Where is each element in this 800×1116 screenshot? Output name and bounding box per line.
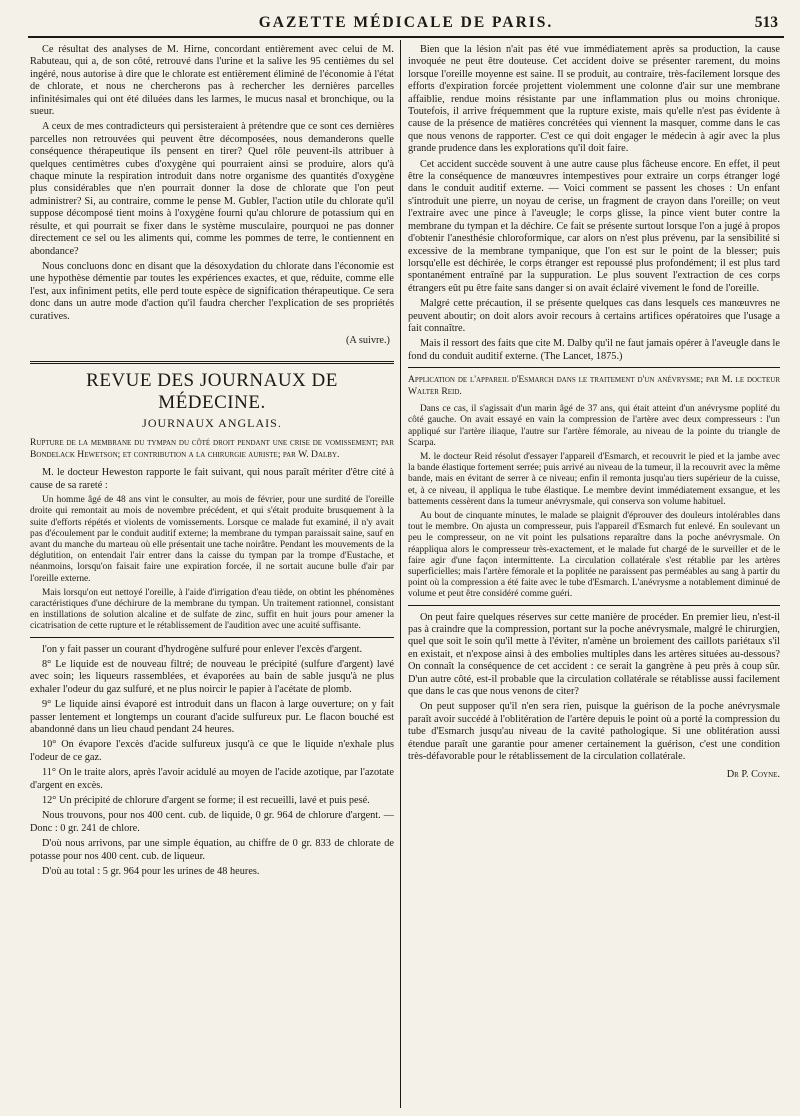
paragraph: Nous trouvons, pour nos 400 cent. cub. de liquide, 0 gr. 964 de chlorure d'argent. — Donc : 0 gr. 241 de chlore.: [30, 810, 394, 834]
page-number: 513: [754, 14, 778, 31]
paragraph: M. le docteur Reid résolut d'essayer l'appareil d'Esmarch, et recouvrit le pied et la jambe avec la bande élastique fortement serrée; puis arrivé au niveau de la tumeur, il la recouvrit avec la même bande, mais en évitant de serrer à ce niveau; enfin il remonta jusqu'au tiers supérieur de la cuisse, et, à ce niveau, il appliqua le tube élastique. Le membre devint immédiatement exsangue, et les battements cessèrent dans la tumeur anévrysmale, qui conserva son volume habituel.: [408, 451, 780, 507]
divider: [408, 367, 780, 368]
paragraph: On peut faire quelques réserves sur cette manière de procéder. En premier lieu, n'est-il pas à craindre que la compression, portant sur la poche anévrysmale, malgré le chirurgien, quel que soit le soin qu'il mette à l'éviter, n'amène un broiement des caillots pariétaux s'il en existait, et n'expose ainsi à des embolies multiples dans les artères situées au-dessous? On connaît la conséquence de cet accident : ce serait la gangrène à peu près à coup sûr. D'un autre côté, est-il probable que la circulation collatérale se rétablisse aussi facilement que dans le cas que nous venons de citer?: [408, 611, 780, 698]
paragraph: Mais lorsqu'on eut nettoyé l'oreille, à l'aide d'irrigation d'eau tiède, on obtint les phénomènes caractéristiques d'une déchirure de la membrane du tympan. Un traitement rationnel, consistant en instillations de solution alcaline et de sulfate de zinc, suffit en huit jours pour amener la cicatrisation de cette rupture et le rétablissement de l'audition avec une acuité suffisante.: [30, 587, 394, 632]
paragraph: Dans ce cas, il s'agissait d'un marin âgé de 37 ans, qui était atteint d'un anévrysme poplité du côté gauche. On avait essayé en vain la compression de l'artère avec deux compresseurs : l'un appliqué sur l'artère iliaque, l'autre sur l'artère fémorale, au niveau de la pointe du triangle de Scarpa.: [408, 404, 780, 448]
paragraph: 11° On le traite alors, après l'avoir acidulé au moyen de l'acide azotique, par l'azotate d'argent en excès.: [30, 767, 394, 791]
section-subtitle: JOURNAUX ANGLAIS.: [142, 416, 282, 431]
paragraph: Un homme âgé de 48 ans vint le consulter, au mois de février, pour une surdité de l'oreille droite qui remontait au mois de novembre précédent, et qui s'était produite brusquement à la suite d'efforts répétés et violents de vomissements. Lorsque ce malade fut examiné, il n'y avait pas d'écoulement par le conduit auditif externe; la membrane du tympan paraissait saine, sauf en avant du manche du marteau où elle présentait une tache noirâtre. Pendant les mouvements de la déglutition, on entendait l'air entrer dans la caisse du tympan par la trompe d'Eustache, et néanmoins, lorsqu'on faisait faire une expiration forcée, il ne sortait aucune bulle d'air par l'oreille externe.: [30, 495, 394, 584]
paragraph: M. le docteur Heweston rapporte le fait suivant, qui nous paraît mériter d'être cité à cause de sa rareté :: [30, 467, 394, 491]
right-column: [408, 44, 780, 1108]
page-header: [28, 14, 784, 38]
paragraph: Nous concluons donc en disant que la désoxydation du chlorate dans l'économie est une hypothèse démentie par toutes les expériences exactes, et que, réduite, comme elle l'est, aux infiniment petits, elle perd toute espèce de signification thérapeutique. Ce sera donc dans un autre mode d'action qu'il faudra chercher l'explication de ses propriétés curatives.: [30, 260, 394, 322]
author-signature: Dr P. Coyne.: [726, 769, 780, 781]
paragraph: D'où au total : 5 gr. 964 pour les urines de 48 heures.: [42, 866, 260, 878]
paragraph: Au bout de cinquante minutes, le malade se plaignit d'éprouver des douleurs intolérables dans tout le membre. On ajusta un compresseur, puis l'appareil d'Esmarch fut enlevé. En soulevant un peu le compresseur, on ne vit point les pulsations reparaître dans la poche anévrysmale. On réappliqua alors le compresseur très-exactement, et le malade fut chargé de le surveiller et de le faire agir d'une façon intermittente. La circulation collatérale s'est rétablie par les artères superficielles; mais l'artère fémorale et la poplitée ne paraissent pas perméables au sang à partir du point où la compression a été faite avec le tube d'Esmarch. L'anévrysme a notablement diminué de volume et peut être considéré comme guéri.: [408, 510, 780, 600]
paragraph: Mais il ressort des faits que cite M. Dalby qu'il ne faut jamais opérer à l'aveugle dans le fond du conduit auditif externe. (The Lancet, 1875.): [408, 338, 780, 362]
article-title: Application de l'appareil d'Esmarch dans le traitement d'un anévrysme; par M. le docteur Walter Reid.: [408, 374, 780, 398]
paragraph: 8° Le liquide est de nouveau filtré; de nouveau le précipité (sulfure d'argent) lavé avec soin; les liqueurs rassemblées, et évaporées au bain de sable jusqu'à ne plus exhaler l'odeur du gaz sulfuré, et ne plus noircir le papier à l'acétate de plomb.: [30, 659, 394, 695]
paragraph: 10° On évapore l'excès d'acide sulfureux jusqu'à ce que le liquide n'exhale plus l'odeur de ce gaz.: [30, 739, 394, 763]
paragraph: l'on y fait passer un courant d'hydrogène sulfuré pour enlever l'excès d'argent.: [42, 643, 363, 655]
section-divider: [30, 361, 394, 364]
paragraph: 9° Le liquide ainsi évaporé est introduit dans un flacon à large ouverture; on y fait passer lentement et longtemps un courant d'acide sulfureux pur. Le flacon bouché est abandonné dans un lieu chaud pendant 24 heures.: [30, 699, 394, 736]
left-column: [30, 44, 394, 1108]
paragraph: A ceux de mes contradicteurs qui persisteraient à prétendre que ce sont ces dernières parcelles non retrouvées qui peuvent être décomposées, nous demanderons quelle conséquence thérapeutique ils pensent en tirer? Quel rôle peuvent-ils attribuer à quelques centimètres cubes d'oxygène qui pourraient ainsi se produire, alors qu'à chaque minute la respiration introduit dans notre organisme des quantités d'oxygène plus considérables que n'en pourrait donner la dose de chlorate que l'on peut administrer? Si, au contraire, comme le pense M. Gubler, l'action utile du chlorate qu'il suppose décomposé tient moins à l'oxygène fourni qu'au chlorure de potassium qui en résulte, et qui pourrait se fixer dans le système musculaire, pourquoi ne pas donner directement ce sel ou les aliments qui, comme les pommes de terre, le contiennent en abondance?: [30, 121, 394, 257]
paragraph: Malgré cette précaution, il se présente quelques cas dans lesquels ces manœuvres ne peuvent aboutir; on doit alors avoir recours à certains artifices opératoires que l'usage a fait connaître.: [408, 298, 780, 334]
to-be-continued: (A suivre.): [345, 334, 390, 346]
section-title: REVUE DES JOURNAUX DE MÉDECINE.: [86, 370, 338, 414]
paragraph: D'où nous arrivons, par une simple équation, au chiffre de 0 gr. 833 de chlorate de potasse pour nos 400 cent. cub. de liqueur.: [30, 838, 394, 862]
header-rule: [28, 36, 784, 38]
journal-title: GAZETTE MÉDICALE DE PARIS.: [258, 14, 554, 31]
article-title: Rupture de la membrane du tympan du côté droit pendant une crise de vomissement; par Bondelack Hewetson; et contribution a la chirurgie auriste; par W. Dalby.: [30, 437, 394, 461]
paragraph: 12° Un précipité de chlorure d'argent se forme; il est recueilli, lavé et puis pesé.: [42, 795, 370, 807]
paragraph: On peut supposer qu'il n'en sera rien, puisque la guérison de la poche anévrysmale paraît avoir succédé à l'oblitération de l'artère depuis le point où a porté la compression du tube d'Esmarch jusqu'au niveau de la cavité pathologique. Si une oblitération aussi étendue paraît une garantie pour amener certainement la guérison, c'est une condition très-défavorable pour le rétablissement de la circulation collatérale.: [408, 701, 780, 763]
paragraph: Cet accident succède souvent à une autre cause plus fâcheuse encore. En effet, il peut être la conséquence de manœuvres intempestives pour extraire un corps étranger logé dans le conduit auditif externe. — Voici comment se passent les choses : Un enfant s'introduit une pierre, un noyau de cerise, un fragment de crayon dans l'oreille; on veut l'extraire avec une pince à l'aveugle; le corps glisse, la pince vient buter contre la membrane du tympan et la déchire. Ce fait se présente surtout lorsque l'on a jugé à propos d'obtenir l'anesthésie chloroformique, car alors on n'est plus prévenu, par la sensibilité si excessive de la membrane tympanique, que l'on est sur le point de la blesser; puis lorsqu'elle est déchirée, le corps étranger est repoussé plus profondément; il est plus tard spontanément entraîné par la suppuration. Le plus souvent l'extraction de ces corps étrangers eût pu être faite sans danger si on avait éclairé vivement le fond de l'oreille.: [408, 158, 780, 294]
column-divider: [400, 40, 401, 1108]
divider: [30, 637, 394, 638]
paragraph: Ce résultat des analyses de M. Hirne, concordant entièrement avec celui de M. Rabuteau, qui a, de son côté, retrouvé dans l'urine et la salive les 95 centièmes du sel ingéré, nous autorise à dire que le chlorate est entièrement éliminé de l'économie à l'état de chlorate, et nous ne chercherons pas à rechercher les dernières parcelles infinitésimales qui ont été diluées dans les larmes, le mucus nasal et bronchique, ou la sueur.: [30, 44, 394, 118]
paragraph: Bien que la lésion n'ait pas été vue immédiatement après sa production, la cause invoquée ne peut être douteuse. Cet accident doive se présenter rarement, du moins lorsque l'oreille moyenne est saine. Il se produit, au contraire, très-facilement lorsque des efforts d'expiration forcée projettent violemment une colonne d'air sur une membrane affaiblie, rendue moins résistante par une inflammation plus ou moins chronique. Toutefois, il arrive fréquemment que la rupture existe, mais qu'elle n'est pas évidente à cause de la présence de matières concrétées qui viennent la masquer, comme dans le cas que nous venons de rapporter. C'est ce qui doit engager le médecin à agir avec la plus grande prudence dans les explorations qu'il doit faire.: [408, 44, 780, 155]
divider: [408, 605, 780, 606]
